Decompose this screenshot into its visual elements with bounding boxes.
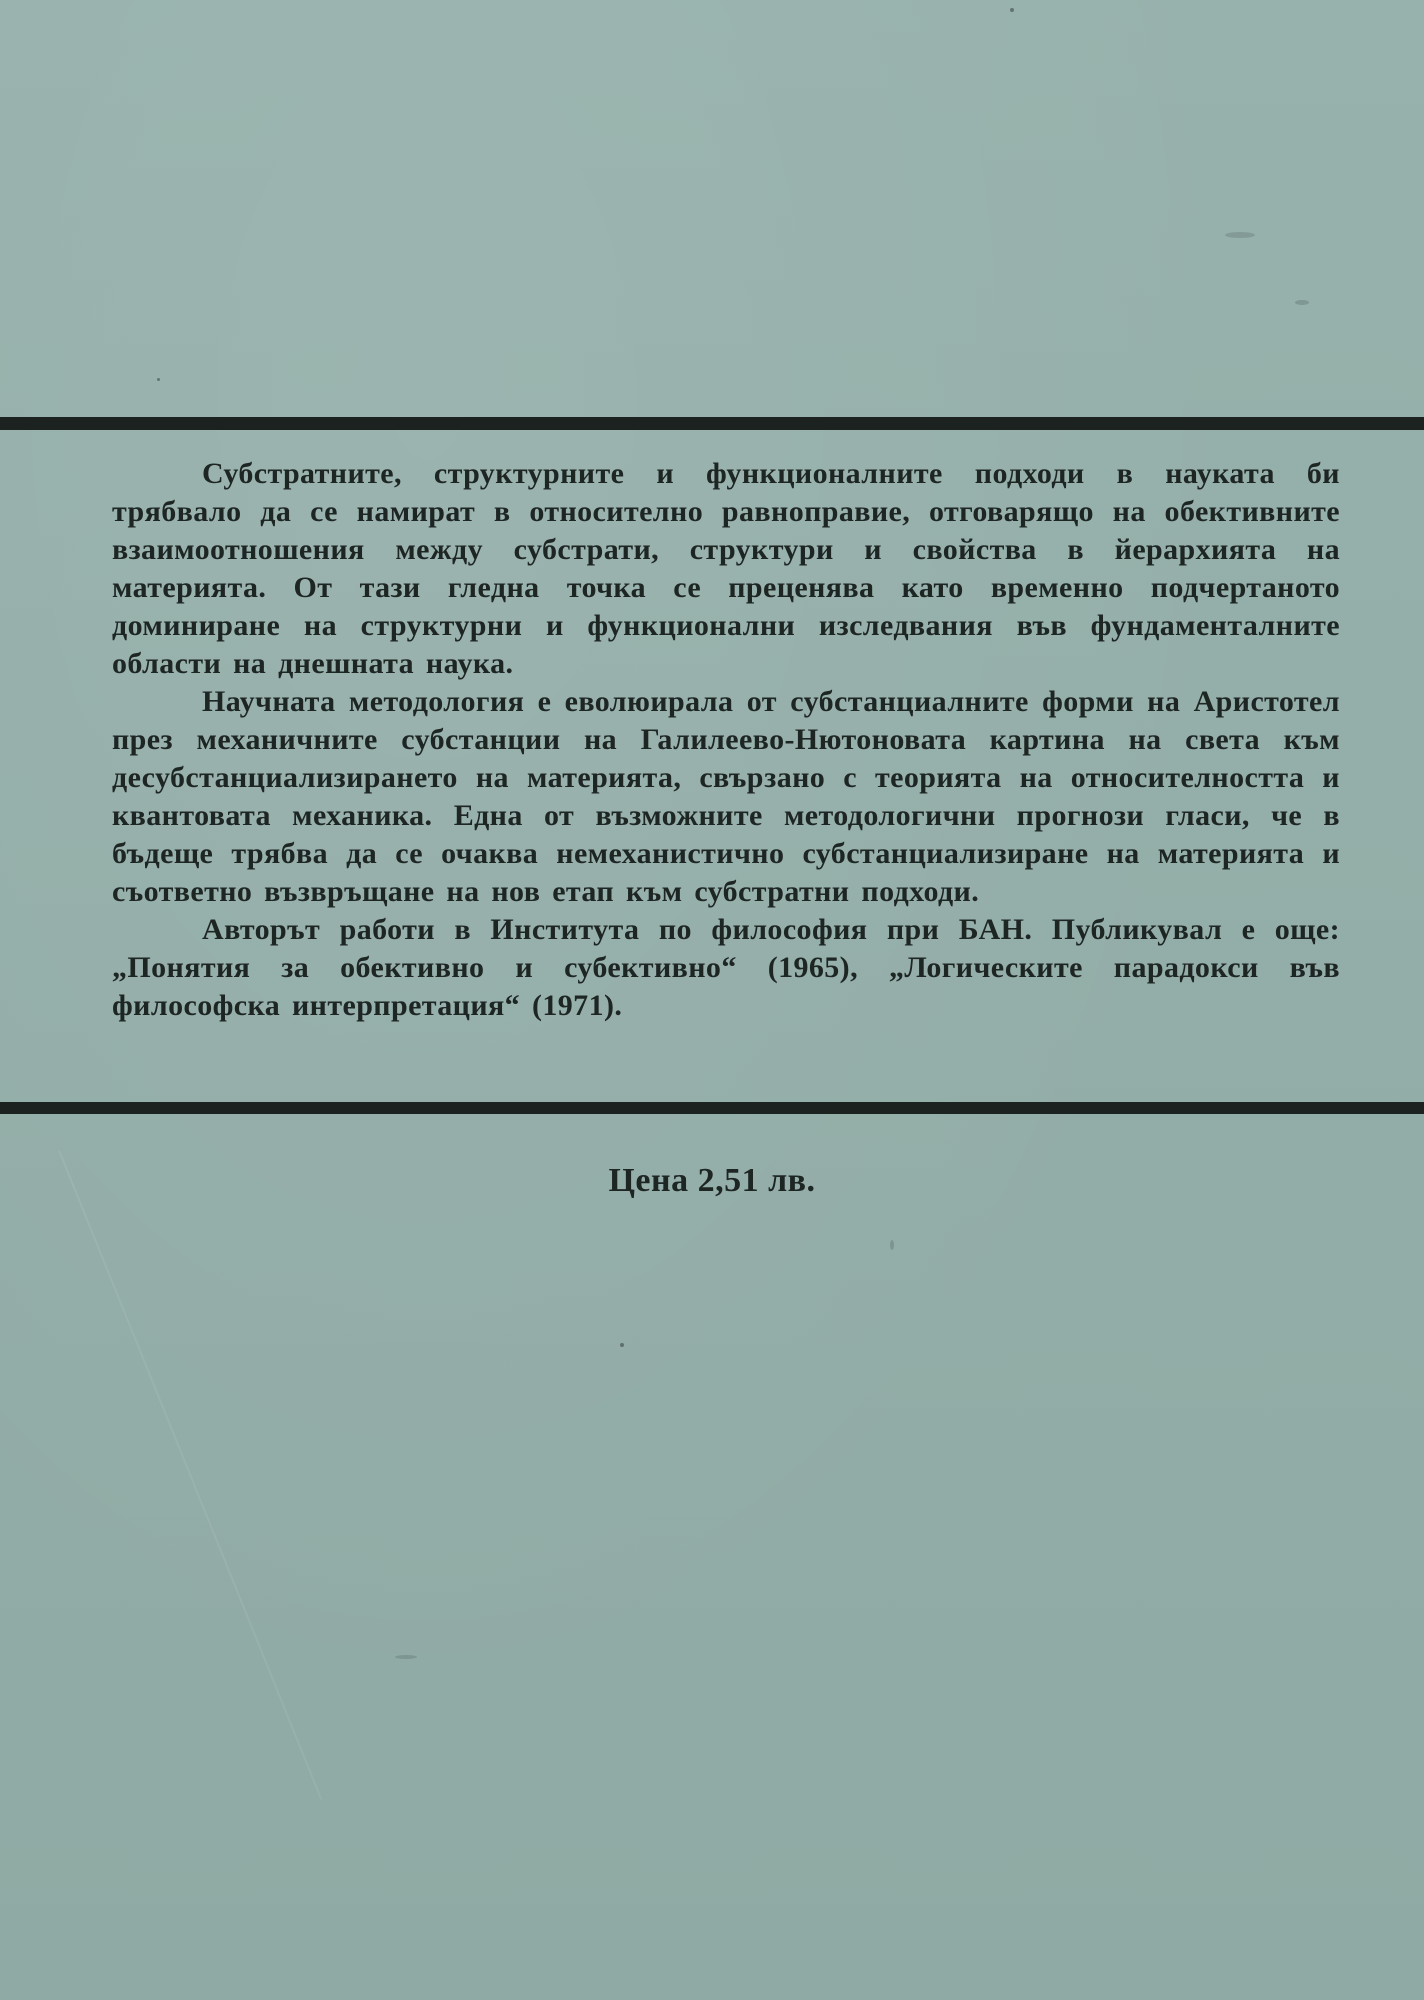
price-label: Цена 2,51 лв. [608, 1162, 816, 1199]
paper-speck [1295, 300, 1309, 305]
paper-speck [890, 1240, 894, 1250]
author-note-paragraph: Авторът работи в Института по философия при БАН. Публикувал е още: „Понятия за обективно и субективно“ (1965), „Логическите парадокси във философска интерпретация“ (1971). [112, 913, 1340, 1022]
paper-speck [1225, 232, 1255, 238]
summary-paragraph-2: Научната методология е еволюирала от субстанциалните форми на Аристотел през механичните субстанции на Галилеево-Нютоновата картина на света към десубстанциализирането на материята, свързано с теорията на относителността и квантовата механика. Една от възможните методологични прогнози гласи, че в бъдеще трябва да се очаква немеханистично субстанциализиране на материята и съответно възвръщане на нов етап към субстратни подходи. [112, 685, 1340, 908]
paper-crease [58, 1150, 322, 1800]
paper-speck [620, 1343, 624, 1347]
top-divider-rule [0, 417, 1424, 430]
paper-speck [157, 378, 160, 381]
bottom-divider-rule [0, 1102, 1424, 1114]
summary-paragraph-1: Субстратните, структурните и функционалните подходи в науката би трябвало да се намират в относително равноправие, отговарящо на обективните взаимоотношения между субстрати, структури и свойства в йерархията на материята. От тази гледна точка се преценява като временно подчертаното доминиране на структурни и функционални изследвания във фундаменталните области на днешната наука. [112, 457, 1340, 680]
paper-speck [395, 1655, 417, 1659]
paper-speck [1010, 8, 1014, 12]
summary-text-block [112, 455, 1340, 1095]
